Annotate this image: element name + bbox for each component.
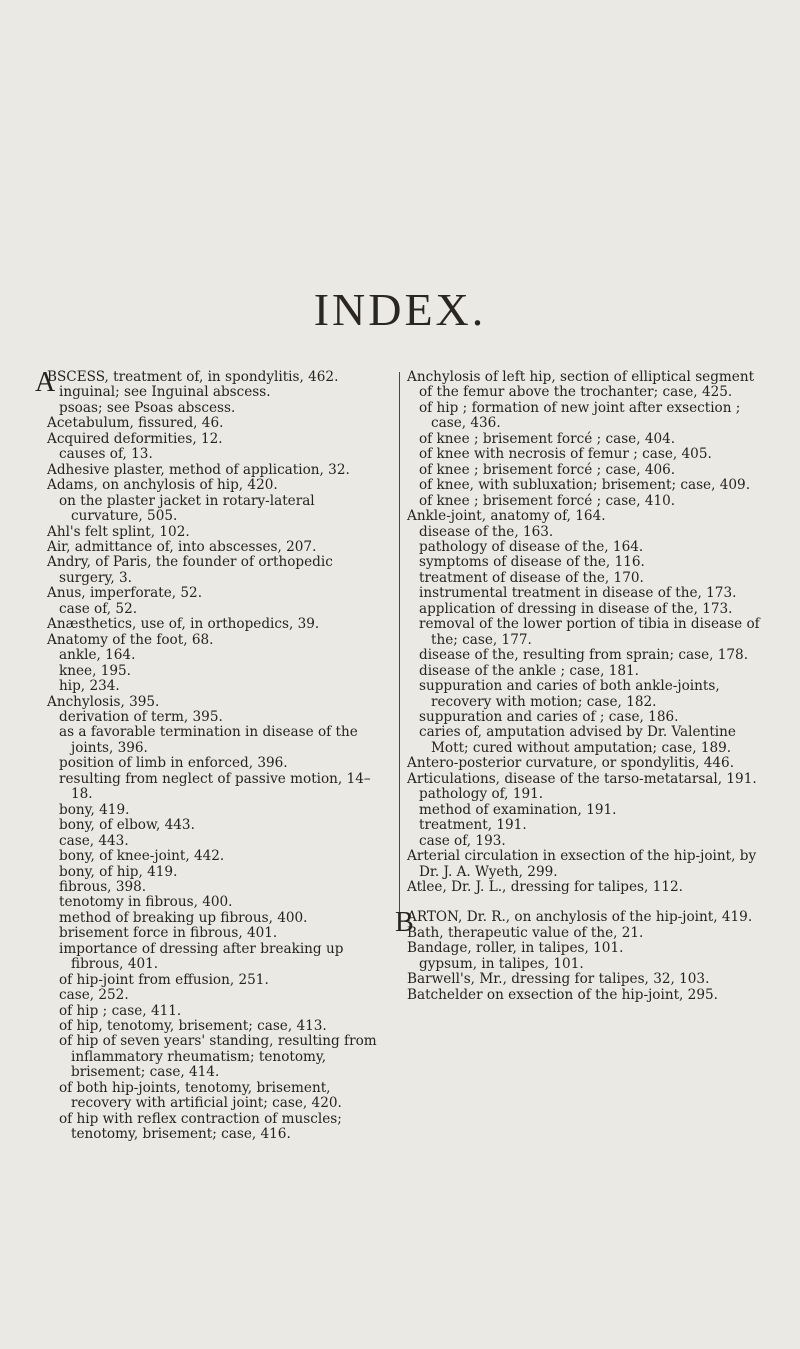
entry-text: case, 443.: [59, 832, 129, 849]
entry-text: removal of the lower portion of tibia in disease of the; case, 177.: [419, 616, 760, 648]
entry-text: of knee ; brisement forcé ; case, 404.: [419, 430, 676, 447]
entry-text: psoas; see Psoas abscess.: [59, 399, 236, 416]
entry-text: Anatomy of the foot, 68.: [47, 631, 214, 648]
index-entry: [47, 633, 383, 648]
entry-text: fibrous, 398.: [59, 878, 147, 895]
index-subentry: [407, 555, 767, 570]
entry-text: pathology of, 191.: [419, 786, 544, 803]
index-subentry: [407, 803, 767, 818]
entry-text: Ankle-joint, anatomy of, 164.: [407, 508, 606, 525]
entry-text: Barwell's, Mr., dressing for talipes, 32, 103.: [407, 971, 710, 988]
entry-text: BSCESS, treatment of, in spondylitis, 462.: [47, 369, 339, 385]
index-subentry: [407, 494, 767, 509]
entry-text: instrumental treatment in disease of the, 173.: [419, 585, 737, 602]
index-subentry: [407, 648, 767, 663]
index-entry: [407, 849, 767, 880]
index-subentry: [407, 571, 767, 586]
entry-text: as a favorable termination in disease of the joints, 396.: [59, 724, 358, 756]
index-subentry: [407, 540, 767, 555]
entry-text: treatment, 191.: [419, 817, 527, 834]
index-subentry: [47, 849, 383, 864]
index-subentry: [47, 803, 383, 818]
index-subentry: [407, 834, 767, 849]
index-subentry: [407, 463, 767, 478]
index-subentry: [47, 664, 383, 679]
entry-text: bony, of knee-joint, 442.: [59, 848, 225, 865]
entry-text: of hip of seven years' standing, resulting from inflammatory rheumatism; tenotomy, brisement; case, 414.: [59, 1033, 377, 1081]
entry-text: caries of, amputation advised by Dr. Valentine Mott; cured without amputation; case, 189.: [419, 724, 736, 756]
entry-text: treatment of disease of the, 170.: [419, 569, 644, 586]
entry-text: ARTON, Dr. R., on anchylosis of the hip-joint, 419.: [407, 909, 753, 926]
entry-text: case, 252.: [59, 987, 129, 1004]
entry-text: Bandage, roller, in talipes, 101.: [407, 940, 624, 957]
index-subentry: [47, 385, 383, 400]
index-subentry: [47, 926, 383, 941]
index-entry: [407, 772, 767, 787]
index-subentry: [47, 756, 383, 771]
entry-text: case of, 52.: [59, 600, 138, 617]
entry-text: bony, 419.: [59, 801, 130, 818]
index-subentry: [407, 525, 767, 540]
entry-text: knee, 195.: [59, 662, 131, 679]
index-entry: [47, 463, 383, 478]
index-entry: [407, 972, 767, 987]
index-subentry: [47, 911, 383, 926]
index-subentry: [407, 432, 767, 447]
entry-text: Anchylosis, 395.: [47, 693, 160, 710]
index-subentry: [407, 818, 767, 833]
entry-text: of hip, tenotomy, brisement; case, 413.: [59, 1018, 327, 1035]
index-entry: [407, 941, 767, 956]
entry-text: pathology of disease of the, 164.: [419, 538, 644, 555]
entry-text: Atlee, Dr. J. L., dressing for talipes, 112.: [407, 878, 683, 895]
index-subentry: [47, 494, 383, 525]
entry-text: ankle, 164.: [59, 647, 136, 664]
index-subentry: [407, 447, 767, 462]
entry-text: Acquired deformities, 12.: [47, 430, 223, 447]
index-subentry: [47, 679, 383, 694]
index-subentry: [47, 401, 383, 416]
entry-text: bony, of elbow, 443.: [59, 817, 195, 834]
entry-text: Anæsthetics, use of, in orthopedics, 39.: [47, 616, 320, 633]
entry-text: case of, 193.: [419, 832, 506, 849]
index-subentry: [407, 586, 767, 601]
entry-text: Ahl's felt splint, 102.: [47, 523, 190, 540]
index-subentry: [47, 1112, 383, 1143]
entry-text: brisement force in fibrous, 401.: [59, 925, 278, 942]
entry-text: method of examination, 191.: [419, 801, 617, 818]
entry-text: disease of the, resulting from sprain; case, 178.: [419, 647, 749, 664]
entry-text: of hip-joint from effusion, 251.: [59, 971, 269, 988]
index-subentry: [47, 880, 383, 895]
index-subentry: [407, 401, 767, 432]
index-subentry: [47, 1081, 383, 1112]
entry-text: Antero-posterior curvature, or spondylitis, 446.: [407, 755, 735, 772]
index-entry: [47, 432, 383, 447]
index-entry: [47, 617, 383, 632]
entry-text: of hip ; case, 411.: [59, 1002, 182, 1019]
entry-text: derivation of term, 395.: [59, 708, 223, 725]
entry-text: Acetabulum, fissured, 46.: [47, 415, 224, 432]
index-subentry: [47, 988, 383, 1003]
index-subentry: [407, 710, 767, 725]
index-subentry: [47, 1034, 383, 1080]
entry-text: Articulations, disease of the tarso-metatarsal, 191.: [407, 770, 757, 787]
entry-text: of knee ; brisement forcé ; case, 410.: [419, 492, 676, 509]
index-subentry: [407, 664, 767, 679]
index-subentry: [407, 679, 767, 710]
index-subentry: [407, 602, 767, 617]
entry-text: tenotomy in fibrous, 400.: [59, 894, 233, 911]
entry-text: suppuration and caries of ; case, 186.: [419, 708, 679, 725]
entry-text: Adhesive plaster, method of application, 32.: [47, 461, 350, 478]
entry-text: suppuration and caries of both ankle-joints, recovery with motion; case, 182.: [419, 678, 720, 710]
entry-text: causes of, 13.: [59, 446, 153, 463]
index-subentry: [47, 818, 383, 833]
index-entry: [407, 756, 767, 771]
entry-text: gypsum, in talipes, 101.: [419, 955, 584, 972]
index-entry: [47, 478, 383, 493]
index-entry: [407, 926, 767, 941]
index-subentry: [47, 772, 383, 803]
index-entry: [407, 988, 767, 1003]
index-entry: [47, 416, 383, 431]
entry-text: hip, 234.: [59, 678, 120, 695]
entry-text: Adams, on anchylosis of hip, 420.: [47, 477, 278, 494]
index-subentry: [47, 895, 383, 910]
entry-text: bony, of hip, 419.: [59, 863, 178, 880]
entry-text: position of limb in enforced, 396.: [59, 755, 288, 772]
entry-text: resulting from neglect of passive motion, 14–18.: [59, 770, 371, 803]
index-subentry: [47, 602, 383, 617]
index-entry: [407, 880, 767, 895]
entry-text: Andry, of Paris, the founder of orthopedic surgery, 3.: [47, 554, 333, 586]
entry-text: Anus, imperforate, 52.: [47, 585, 203, 602]
index-subentry: [407, 725, 767, 756]
entry-text: of hip with reflex contraction of muscles; tenotomy, brisement; case, 416.: [59, 1110, 342, 1143]
entry-text: disease of the ankle ; case, 181.: [419, 662, 639, 679]
drop-cap-letter: B: [395, 907, 414, 939]
index-entry: [47, 555, 383, 586]
page-title: INDEX.: [313, 284, 487, 335]
index-subentry: [407, 478, 767, 493]
index-column-left: [35, 367, 383, 1143]
entry-text: of knee, with subluxation; brisement; case, 409.: [419, 477, 751, 494]
index-subentry: [47, 710, 383, 725]
entry-text: of knee with necrosis of femur ; case, 405.: [419, 446, 712, 463]
entry-text: application of dressing in disease of the, 173.: [419, 600, 733, 617]
index-subentry: [47, 447, 383, 462]
entry-text: of hip ; formation of new joint after exsection ; case, 436.: [419, 399, 741, 432]
index-subentry: [47, 834, 383, 849]
index-entry: [47, 525, 383, 540]
entry-text: disease of the, 163.: [419, 523, 554, 540]
index-subentry: [47, 1004, 383, 1019]
index-entry: [407, 370, 767, 401]
index-subentry: [407, 787, 767, 802]
index-column-right: [395, 369, 767, 1003]
index-subentry: [407, 957, 767, 972]
index-entry: [47, 540, 383, 555]
entry-text: of knee ; brisement forcé ; case, 406.: [419, 461, 676, 478]
drop-cap-letter: A: [35, 367, 56, 398]
index-subentry: [407, 617, 767, 648]
entry-text: symptoms of disease of the, 116.: [419, 554, 645, 571]
index-subentry: [47, 865, 383, 880]
entry-text: method of breaking up fibrous, 400.: [59, 909, 308, 926]
index-subentry: [47, 648, 383, 663]
index-subentry: [47, 942, 383, 973]
index-subentry: [47, 1019, 383, 1034]
index-entry: [47, 586, 383, 601]
entry-text: inguinal; see Inguinal abscess.: [59, 384, 271, 401]
entry-text: on the plaster jacket in rotary-lateral curvature, 505.: [59, 492, 315, 525]
entry-text: Anchylosis of left hip, section of elliptical segment of the femur above the trochanter; case, 425.: [407, 369, 755, 401]
index-subentry: [47, 725, 383, 756]
index-subentry: [47, 973, 383, 988]
entry-text: Bath, therapeutic value of the, 21.: [407, 924, 644, 941]
index-entry: [47, 695, 383, 710]
entry-text: Batchelder on exsection of the hip-joint, 295.: [407, 986, 718, 1003]
entry-text: Air, admittance of, into abscesses, 207.: [47, 538, 317, 555]
index-entry: [407, 509, 767, 524]
entry-text: importance of dressing after breaking up fibrous, 401.: [59, 940, 344, 973]
entry-text: Arterial circulation in exsection of the hip-joint, by Dr. J. A. Wyeth, 299.: [407, 848, 757, 880]
entry-text: of both hip-joints, tenotomy, brisement, recovery with artificial joint; case, 420.: [59, 1079, 342, 1112]
